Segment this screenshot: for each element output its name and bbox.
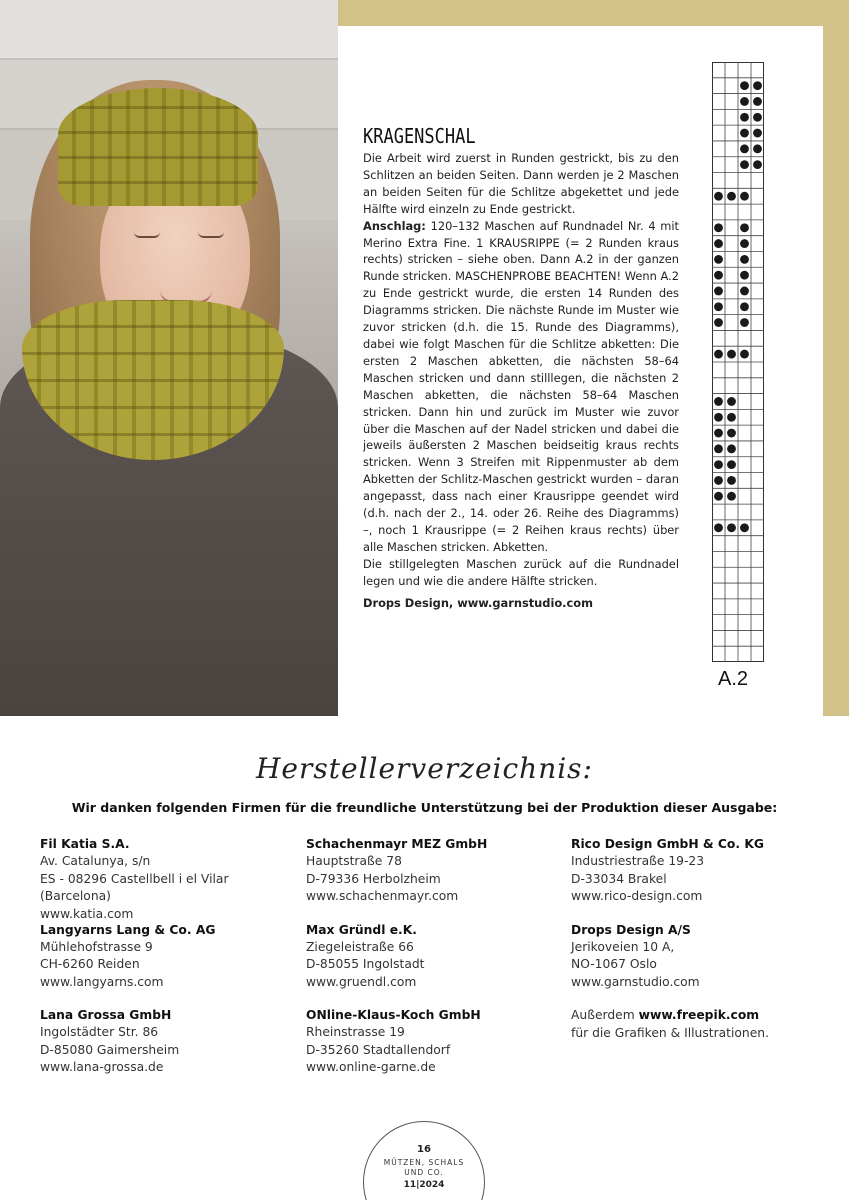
- chart-purl-dot: [714, 397, 723, 406]
- page-badge: [363, 1121, 485, 1200]
- chart-purl-dot: [714, 476, 723, 485]
- freepik-credit: [571, 1007, 831, 1093]
- manufacturer-city: NO-1067 Oslo: [571, 957, 657, 971]
- manufacturer-name: Rico Design GmbH & Co. KG: [571, 837, 764, 851]
- manufacturer-website[interactable]: www.online-garne.de: [306, 1060, 436, 1074]
- chart-purl-dot: [740, 160, 749, 169]
- chart-purl-dot: [740, 255, 749, 264]
- freepik-link[interactable]: www.freepik.com: [638, 1008, 760, 1022]
- chart-purl-dot: [727, 476, 736, 485]
- manufacturer-column-2: [306, 836, 566, 1093]
- manufacturer-name: Max Gründl e.K.: [306, 922, 417, 937]
- chart-purl-dot: [727, 460, 736, 469]
- manufacturer-city: D-79336 Herbolzheim: [306, 871, 441, 886]
- magazine-title-line2: UND CO.: [404, 1168, 444, 1177]
- pattern-credit: Drops Design, www.garnstudio.com: [363, 596, 593, 610]
- chart-purl-dot: [714, 318, 723, 327]
- chart-purl-dot: [714, 302, 723, 311]
- chart-purl-dot: [714, 287, 723, 296]
- model-eye-right: [198, 232, 224, 238]
- chart-purl-dot: [714, 444, 723, 453]
- chart-purl-dot: [714, 460, 723, 469]
- manufacturer-website[interactable]: www.garnstudio.com: [571, 974, 700, 989]
- pattern-closing: Die stillgelegten Maschen zurück auf die Rundnadel legen und wie die andere Hälfte stricken.: [363, 556, 679, 588]
- chart-purl-dot: [714, 239, 723, 248]
- chart-purl-dot: [727, 413, 736, 422]
- manufacturer-name: Schachenmayr MEZ GmbH: [306, 837, 488, 851]
- cast-on-text: 120–132 Maschen auf Rundnadel Nr. 4 mit Merino Extra Fine. 1 KRAUSRIPPE (= 2 Runden kraus rechts) stricken – siehe oben. Dann A.2 in der ganzen Runde stricken. MASCHENPROBE BEACHTEN! Wenn A.2 zu Ende gestrickt wurde, die ersten 14 Runden des Diagramms stricken. Die nächste Runde im Muster wie zuvor stricken (d.h. die 15. Runde des Diagramms), dabei wie folgt Maschen für die Schlitze abketten: Die ersten 2 Maschen abketten, die nächsten 58–64 Maschen stricken und dann stilllegen, die nächsten 2 Maschen abketten, die nächsten 58–64 Maschen stricken. Dann hin und zurück im Muster wie zuvor über die Maschen auf der Nadel stricken und dabei die jeweils äußersten 2 Maschen beidseitig kraus rechts stricken. Wenn 3 Streifen mit Rippenmuster ab dem Abketten der Schlitz-Maschen gestrickt wurden – daran angepasst, dass nach einer Krausrippe geendet wird (d.h. nach der 2., 14. oder 26. Reihe des Diagramms) –, noch 1 Krausrippe (= 2 Reihen kraus rechts) über alle Maschen stricken. Abketten.: [363, 218, 679, 554]
- chart-purl-dot: [753, 129, 762, 138]
- chart-purl-dot: [714, 223, 723, 232]
- chart-purl-dot: [727, 192, 736, 201]
- chart-purl-dot: [753, 97, 762, 106]
- manufacturer-name: Lana Grossa GmbH: [40, 1008, 172, 1022]
- chart-purl-dot: [740, 129, 749, 138]
- manufacturer-name: Langyarns Lang & Co. AG: [40, 922, 216, 937]
- manufacturer-street: Rheinstrasse 19: [306, 1025, 405, 1039]
- manufacturer-city: D-85055 Ingolstadt: [306, 957, 425, 971]
- issue-number: 11|2024: [403, 1180, 445, 1190]
- chart-purl-dot: [714, 413, 723, 422]
- pattern-cast-on: [363, 218, 679, 556]
- freepik-text: für die Grafiken & Illustrationen.: [571, 1025, 769, 1040]
- chart-purl-dot: [727, 523, 736, 532]
- chart-purl-dot: [740, 223, 749, 232]
- chart-purl-dot: [740, 523, 749, 532]
- directory-subtitle: Wir danken folgenden Firmen für die freundliche Unterstützung bei der Produktion dieser Ausgabe:: [71, 800, 778, 815]
- manufacturer-street: Hauptstraße 78: [306, 854, 402, 868]
- chart-purl-dot: [714, 429, 723, 438]
- manufacturer-city: D-35260 Stadtallendorf: [306, 1042, 451, 1057]
- chart-a2: [712, 62, 764, 662]
- chart-purl-dot: [714, 492, 723, 501]
- model-eye-left: [134, 232, 160, 238]
- manufacturer-entry: [571, 922, 831, 1008]
- manufacturer-entry: [40, 836, 300, 922]
- chart-purl-dot: [753, 113, 762, 122]
- chart-purl-dot: [753, 81, 762, 90]
- pattern-instructions: [363, 150, 679, 590]
- manufacturer-entry: [40, 922, 300, 1008]
- manufacturer-website[interactable]: www.rico-design.com: [571, 889, 703, 903]
- freepik-line: [571, 1007, 831, 1025]
- cast-on-label: Anschlag:: [363, 218, 426, 233]
- pattern-intro: Die Arbeit wird zuerst in Runden gestrickt, bis zu den Schlitzen an beiden Seiten. Dann werden je 2 Maschen an beiden Seiten für die Schlitze abgekettet und jede Hälfte wird einzeln zu Ende gestrickt.: [363, 151, 679, 216]
- chart-purl-dot: [740, 271, 749, 280]
- chart-purl-dot: [740, 113, 749, 122]
- manufacturer-street: Ziegeleistraße 66: [306, 939, 414, 954]
- chart-purl-dot: [714, 350, 723, 359]
- chart-purl-dot: [740, 350, 749, 359]
- manufacturer-city: CH-6260 Reiden: [40, 957, 140, 971]
- chart-purl-dot: [753, 144, 762, 153]
- manufacturer-street: Ingolstädter Str. 86: [40, 1025, 159, 1039]
- chart-purl-dot: [714, 271, 723, 280]
- chart-purl-dot: [740, 144, 749, 153]
- model-photo: [0, 0, 338, 716]
- chart-purl-dot: [740, 97, 749, 106]
- freepik-prefix: Außerdem: [571, 1008, 639, 1022]
- manufacturer-column-3: [571, 836, 831, 1093]
- chart-purl-dot: [727, 429, 736, 438]
- manufacturer-website[interactable]: www.schachenmayr.com: [306, 889, 459, 903]
- manufacturer-name: Fil Katia S.A.: [40, 837, 130, 851]
- directory-title: Herstellerverzeichnis:: [256, 752, 593, 785]
- chart-purl-dot: [727, 350, 736, 359]
- manufacturer-entry: [306, 836, 566, 922]
- chart-purl-dot: [740, 81, 749, 90]
- page-number: 16: [417, 1144, 431, 1155]
- chart-purl-dot: [740, 287, 749, 296]
- chart-purl-dot: [714, 192, 723, 201]
- manufacturer-street: Mühlehofstrasse 9: [40, 939, 153, 954]
- manufacturer-entry: [306, 922, 566, 1008]
- manufacturer-street: Jerikoveien 10 A,: [571, 939, 675, 954]
- manufacturer-city: ES - 08296 Castellbell i el Vilar (Barcelona): [40, 871, 229, 903]
- chart-purl-dot: [727, 492, 736, 501]
- magazine-title-line1: MÜTZEN, SCHALS: [383, 1158, 465, 1167]
- chart-purl-dot: [740, 302, 749, 311]
- stone-step-top: [0, 0, 338, 60]
- manufacturer-name: Drops Design A/S: [571, 922, 691, 937]
- chart-purl-dot: [727, 397, 736, 406]
- manufacturer-street: Av. Catalunya, s/n: [40, 854, 151, 868]
- manufacturer-website[interactable]: www.katia.com: [40, 906, 134, 921]
- manufacturer-city: D-33034 Brakel: [571, 871, 667, 886]
- manufacturer-street: Industriestraße 19-23: [571, 854, 705, 868]
- manufacturer-website[interactable]: www.gruendl.com: [306, 974, 417, 989]
- knitted-headband: [58, 88, 258, 206]
- manufacturer-entry: [40, 1007, 300, 1093]
- manufacturer-city: D-85080 Gaimersheim: [40, 1042, 180, 1057]
- chart-purl-dot: [740, 239, 749, 248]
- manufacturer-name: ONline-Klaus-Koch GmbH: [306, 1008, 481, 1022]
- manufacturer-column-1: [40, 836, 300, 1093]
- chart-purl-dot: [714, 255, 723, 264]
- pattern-title: KRAGENSCHAL: [363, 124, 476, 148]
- chart-title: A.2: [718, 668, 749, 690]
- chart-purl-dot: [740, 318, 749, 327]
- manufacturer-entry: [571, 836, 831, 922]
- manufacturer-entry: [306, 1007, 566, 1093]
- manufacturer-website[interactable]: www.langyarns.com: [40, 974, 164, 989]
- chart-purl-dot: [714, 523, 723, 532]
- chart-purl-dot: [727, 444, 736, 453]
- chart-purl-dot: [740, 192, 749, 201]
- chart-purl-dot: [753, 160, 762, 169]
- manufacturer-website[interactable]: www.lana-grossa.de: [40, 1060, 164, 1074]
